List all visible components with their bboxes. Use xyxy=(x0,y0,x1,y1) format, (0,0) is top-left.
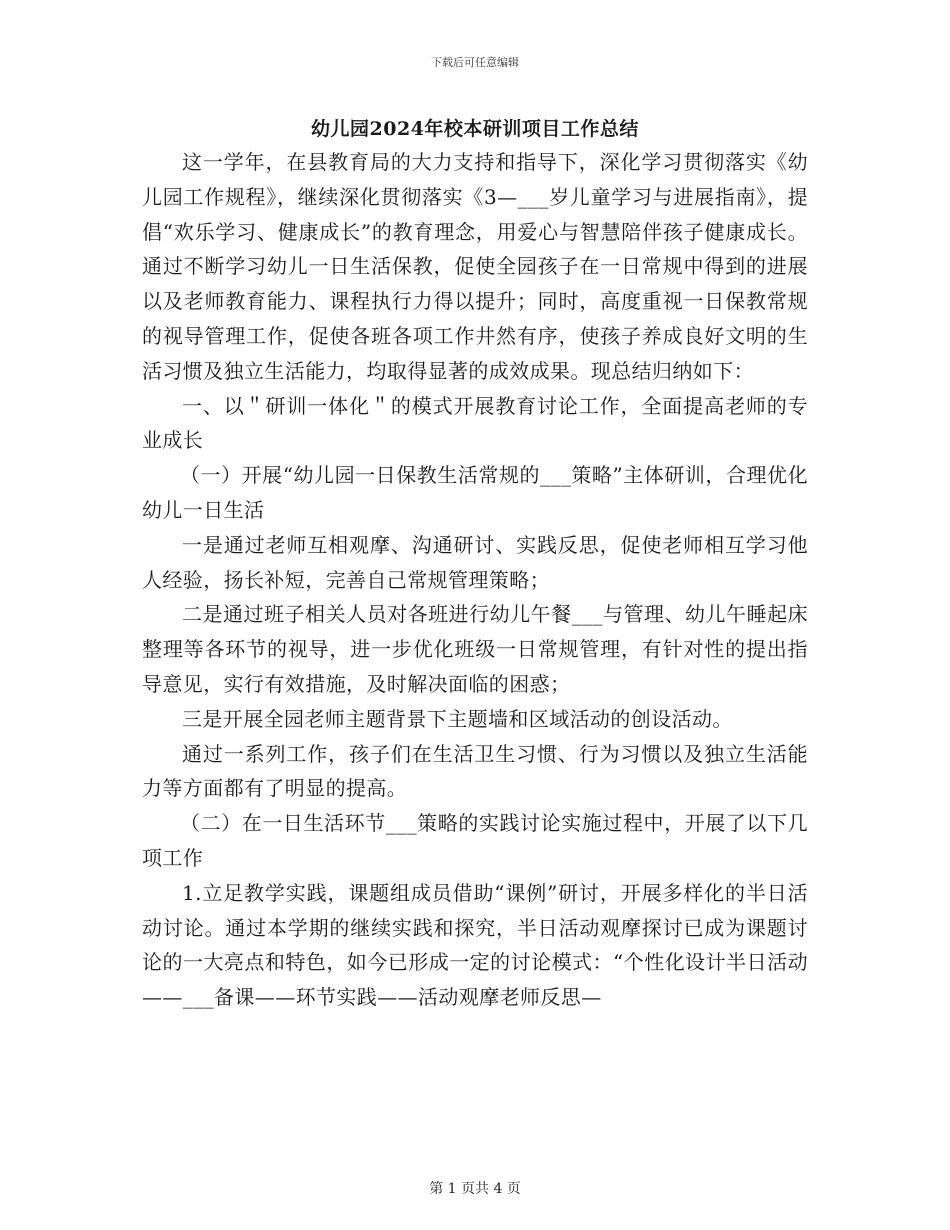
paragraph-item-3: 三是开展全园老师主题背景下主题墙和区域活动的创设活动。 xyxy=(182,706,733,731)
paragraph-point-1: 1.立足教学实践，课题组成员借助“课例”研讨，开展多样化的半日活动讨论。通过本学期的继续实践和探究，半日活动观摩探讨已成为课题讨论的一大亮点和特色，如今已形成一定的讨论模式：“个性化设计半日活动——___备课——环节实践——活动观摩老师反思— xyxy=(142,880,808,1010)
paragraph-item-2: 二是通过班子相关人员对各班进行幼儿午餐___与管理、幼儿午睡起床整理等各环节的视导，进一步优化班级一日常规管理，有针对性的提出指导意见，实行有效措施，及时解决面临的困惑； xyxy=(142,602,808,696)
document-body xyxy=(142,145,808,1015)
subsection-heading-2: （二）在一日生活环节___策略的实践讨论实施过程中，开展了以下几项工作 xyxy=(142,811,808,870)
page-footer: 第 1 页共 4 页 xyxy=(429,1181,521,1197)
document-title: 幼儿园2024年校本研训项目工作总结 xyxy=(311,118,639,140)
paragraph-summary: 通过一系列工作，孩子们在生活卫生习惯、行为习惯以及独立生活能力等方面都有了明显的提高。 xyxy=(142,741,808,801)
subsection-heading-1: （一）开展“幼儿园一日保教生活常规的___策略”主体研训，合理优化幼儿一日生活 xyxy=(142,463,808,522)
section-heading-1: 一、以＂研训一体化＂的模式开展教育讨论工作，全面提高老师的专业成长 xyxy=(142,393,808,453)
header-note: 下载后可任意编辑 xyxy=(431,56,519,69)
paragraph-intro: 这一学年，在县教育局的大力支持和指导下，深化学习贯彻落实《幼儿园工作规程》，继续深化贯彻落实《3—___岁儿童学习与进展指南》，提倡“欢乐学习、健康成长”的教育理念，用爱心与智慧陪伴孩子健康成长。通过不断学习幼儿一日生活保教，促使全园孩子在一日常规中得到的进展以及老师教育能力、课程执行力得以提升；同时，高度重视一日保教常规的视导管理工作，促使各班各项工作井然有序，使孩子养成良好文明的生活习惯及独立生活能力，均取得显著的成效成果。现总结归纳如下： xyxy=(142,150,808,383)
paragraph-item-1: 一是通过老师互相观摩、沟通研讨、实践反思，促使老师相互学习他人经验，扬长补短，完善自己常规管理策略； xyxy=(142,532,808,592)
